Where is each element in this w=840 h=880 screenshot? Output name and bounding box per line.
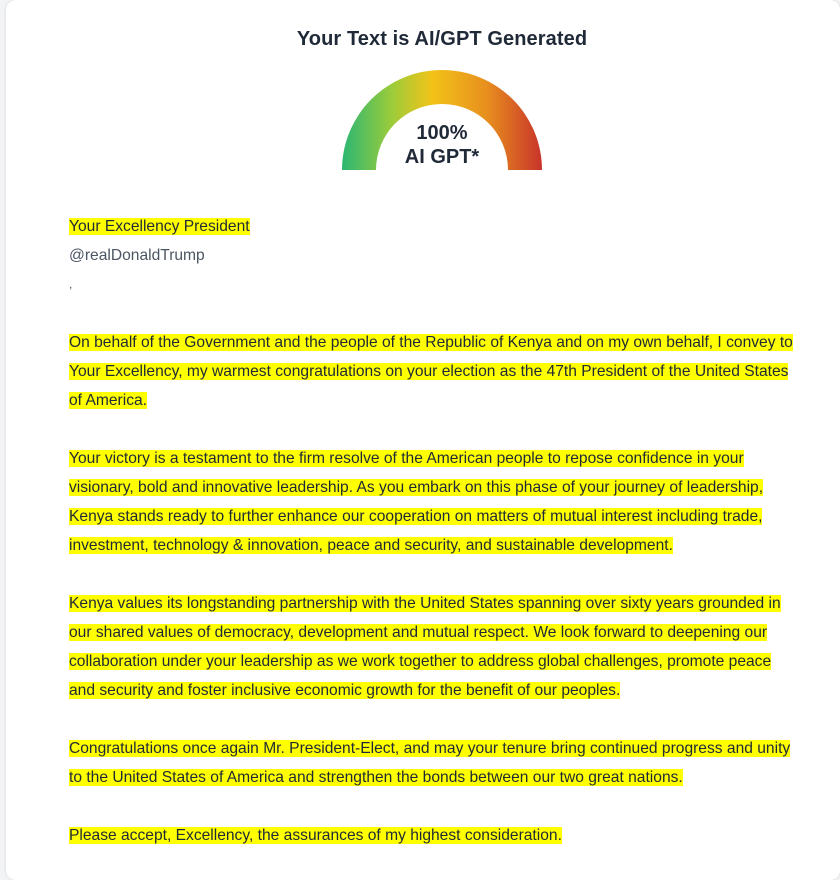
paragraph-1 [69, 328, 829, 415]
comma-line: , [69, 277, 73, 291]
p3-line: Kenya values its longstanding partnership with the United States spanning over sixty years grounded in [69, 595, 781, 612]
ai-gauge [339, 68, 545, 172]
p1-line: of America. [69, 392, 147, 409]
p4-line: Congratulations once again Mr. President-Elect, and may your tenure bring continued progress and unity [69, 740, 791, 757]
p3-line: and security and foster inclusive economic growth for the benefit of our peoples. [69, 682, 621, 699]
closing-line: Please accept, Excellency, the assurances of my highest consideration. [69, 827, 562, 844]
analyzed-text [69, 212, 829, 850]
p2-line: Your victory is a testament to the firm resolve of the American people to repose confidence in your [69, 450, 744, 467]
p2-line: investment, technology & innovation, peace and security, and sustainable development. [69, 537, 673, 554]
p3-line: We look forward to deepening our [528, 624, 768, 641]
p3-line: collaboration under your leadership as we work together to address global challenges, promote peace [69, 653, 772, 670]
p3-line: our shared values of democracy, development and mutual respect. [69, 624, 529, 641]
twitter-handle: @realDonaldTrump [69, 247, 205, 264]
salutation: Your Excellency President [69, 218, 250, 235]
p2-line: visionary, bold and innovative leadership. [69, 479, 354, 496]
gauge-percent: 100% [416, 122, 468, 144]
result-card [6, 0, 840, 880]
p1-line: On behalf of the Government and the people of the Republic of Kenya and on my own behalf, I convey to [69, 334, 793, 351]
paragraph-2 [69, 444, 829, 560]
p2-line: Kenya stands ready to further enhance our cooperation on matters of mutual interest including trade, [69, 508, 763, 525]
result-title: Your Text is AI/GPT Generated [296, 28, 588, 50]
p4-line: to the United States of America and strengthen the bonds between our two great nations. [69, 769, 683, 786]
paragraph-4 [69, 734, 829, 792]
p1-line: Your Excellency, my warmest congratulations on your election as the 47th President of the United States [69, 363, 789, 380]
p2-line: As you embark on this phase of your journey of leadership, [353, 479, 764, 496]
paragraph-3 [69, 589, 829, 705]
gauge-label: AI GPT* [404, 146, 480, 168]
